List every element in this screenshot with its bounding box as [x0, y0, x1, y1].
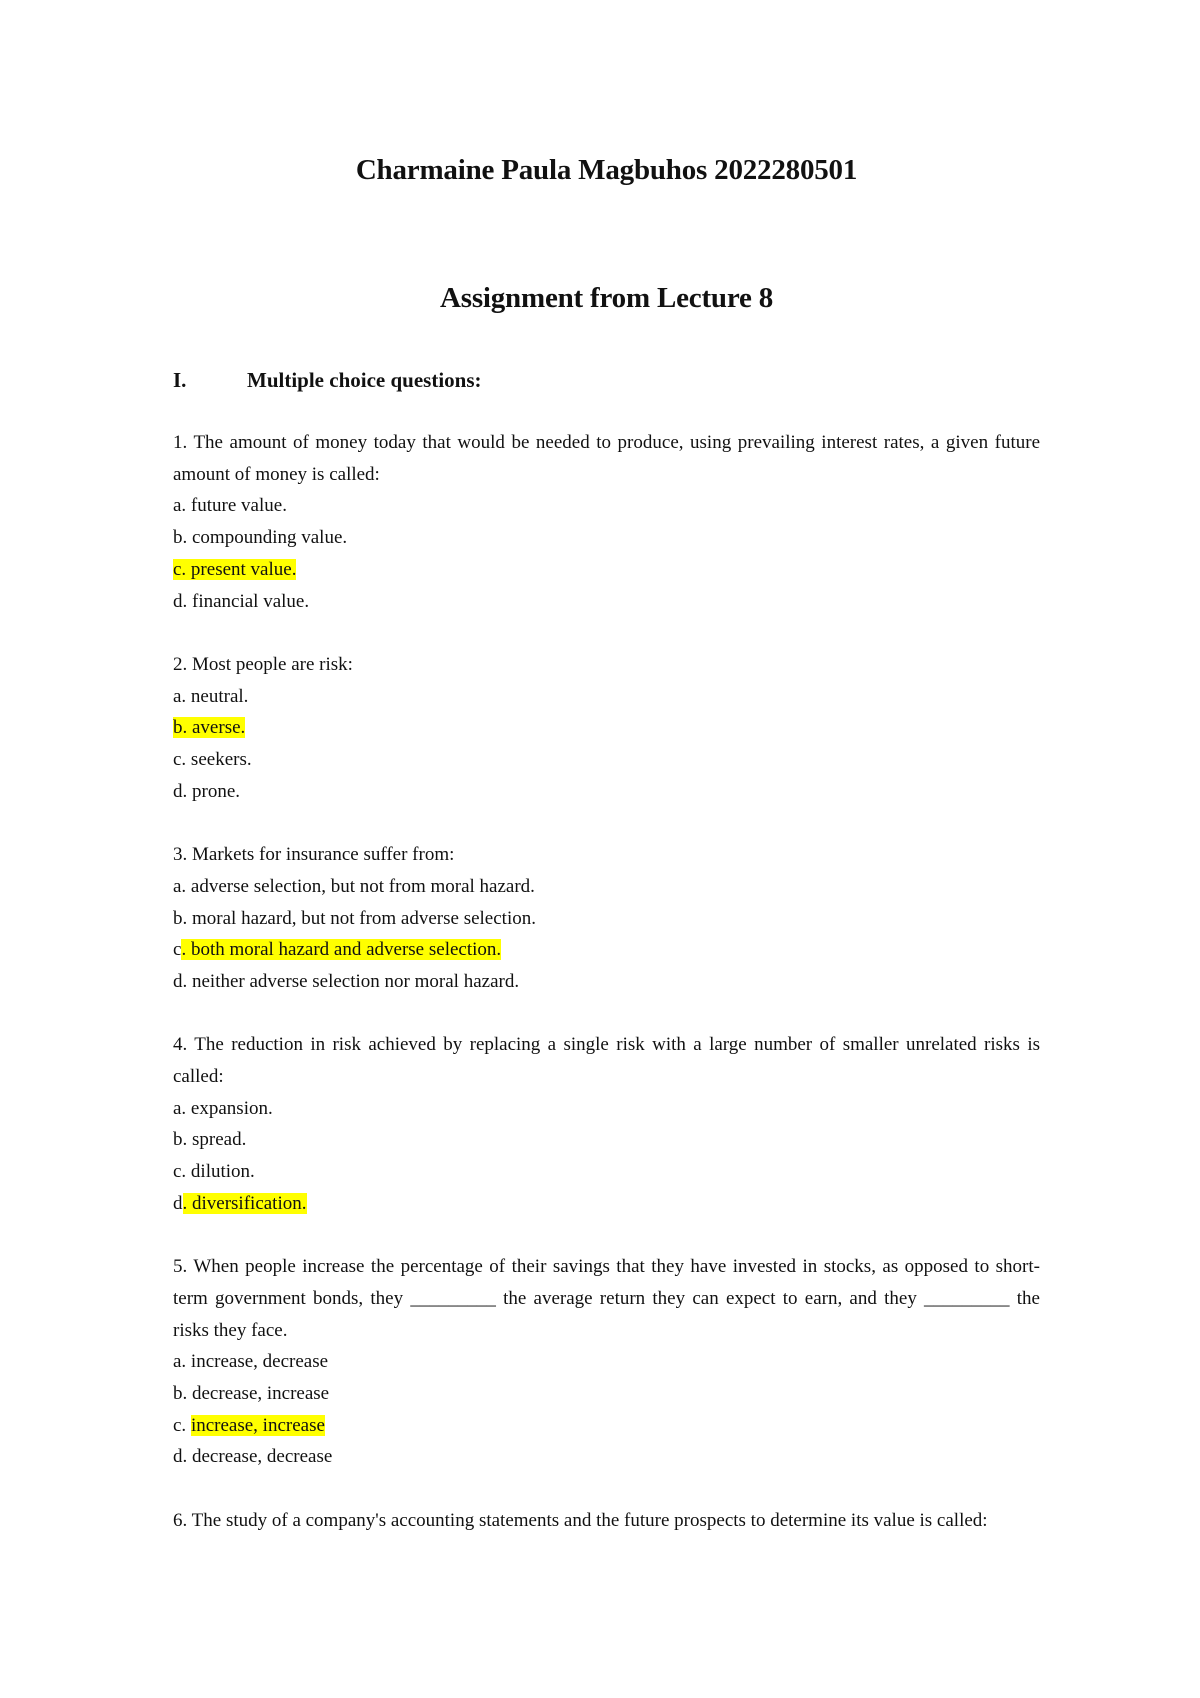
- answer-option: [173, 1378, 1040, 1410]
- question-stem: 3. Markets for insurance suffer from:: [173, 844, 455, 866]
- answer-option: [173, 776, 1040, 808]
- question-stem: 6. The study of a company's accounting statements and the future prospects to determine its value is called:: [173, 1509, 988, 1531]
- option-prefix: c.: [173, 1414, 191, 1436]
- highlighted-answer-text: . both moral hazard and adverse selection.: [181, 939, 502, 961]
- highlighted-answer-text: increase, increase: [190, 1414, 325, 1436]
- section-heading: [173, 365, 482, 395]
- option-text: a. expansion.: [173, 1097, 273, 1119]
- highlighted-answer-text: c. present value.: [173, 558, 297, 580]
- question-block: [173, 649, 1040, 808]
- option-text: b. moral hazard, but not from adverse selection.: [173, 907, 536, 929]
- question-list: [173, 427, 1040, 1568]
- answer-option: [173, 522, 1040, 554]
- answer-option: [173, 1156, 1040, 1188]
- option-text: b. compounding value.: [173, 527, 348, 549]
- question-block: [173, 839, 1040, 998]
- answer-option: [173, 871, 1040, 903]
- option-text: b. decrease, increase: [173, 1383, 330, 1405]
- option-prefix: d: [173, 1192, 183, 1214]
- author-heading: Charmaine Paula Magbuhos 2022280501: [355, 154, 858, 186]
- option-text: d. financial value.: [173, 590, 310, 612]
- answer-option: [173, 1093, 1040, 1125]
- question-stem: 2. Most people are risk:: [173, 653, 353, 675]
- option-text: a. neutral.: [173, 685, 249, 707]
- answer-option-selected: [173, 934, 1040, 966]
- answer-option: [173, 1346, 1040, 1378]
- question-block: [173, 1251, 1040, 1473]
- question-block: [173, 427, 1040, 617]
- option-text: d. decrease, decrease: [173, 1446, 333, 1468]
- option-text: c. seekers.: [173, 749, 252, 771]
- section-number: I.: [173, 368, 187, 392]
- option-text: d. prone.: [173, 780, 241, 802]
- option-text: d. neither adverse selection nor moral hazard.: [173, 970, 520, 992]
- question-stem: 4. The reduction in risk achieved by replacing a single risk with a large number of smaller unrelated risks is called:: [173, 1034, 1040, 1088]
- answer-option: [173, 586, 1040, 618]
- option-text: c. dilution.: [173, 1161, 255, 1183]
- question-stem: 1. The amount of money today that would be needed to produce, using prevailing interest rates, a given future amount of money is called:: [173, 432, 1040, 485]
- answer-option: [173, 903, 1040, 935]
- option-text: a. future value.: [173, 495, 287, 517]
- answer-option: [173, 1124, 1040, 1156]
- question-stem: 5. When people increase the percentage of their savings that they have invested in stocks, as opposed to short-term government bonds, they _________ the average return they can expect to earn, and they _________ the risks they face.: [173, 1256, 1040, 1341]
- answer-option: [173, 1441, 1040, 1473]
- answer-option-selected: [173, 712, 1040, 744]
- option-text: a. adverse selection, but not from moral hazard.: [173, 875, 535, 897]
- question-block: [173, 1029, 1040, 1219]
- answer-option: [173, 744, 1040, 776]
- highlighted-answer-text: . diversification.: [182, 1192, 307, 1214]
- option-text: b. spread.: [173, 1129, 247, 1151]
- answer-option-selected: [173, 1410, 1040, 1442]
- assignment-title: Assignment from Lecture 8: [439, 282, 774, 314]
- option-text: a. increase, decrease: [173, 1351, 329, 1373]
- section-title: Multiple choice questions:: [247, 368, 482, 392]
- answer-option: [173, 966, 1040, 998]
- highlighted-answer-text: b. averse.: [173, 717, 246, 739]
- answer-option: [173, 681, 1040, 713]
- answer-option: [173, 490, 1040, 522]
- option-prefix: c: [173, 939, 182, 961]
- answer-option-selected: [173, 554, 1040, 586]
- question-block: [173, 1505, 1040, 1537]
- answer-option-selected: [173, 1188, 1040, 1220]
